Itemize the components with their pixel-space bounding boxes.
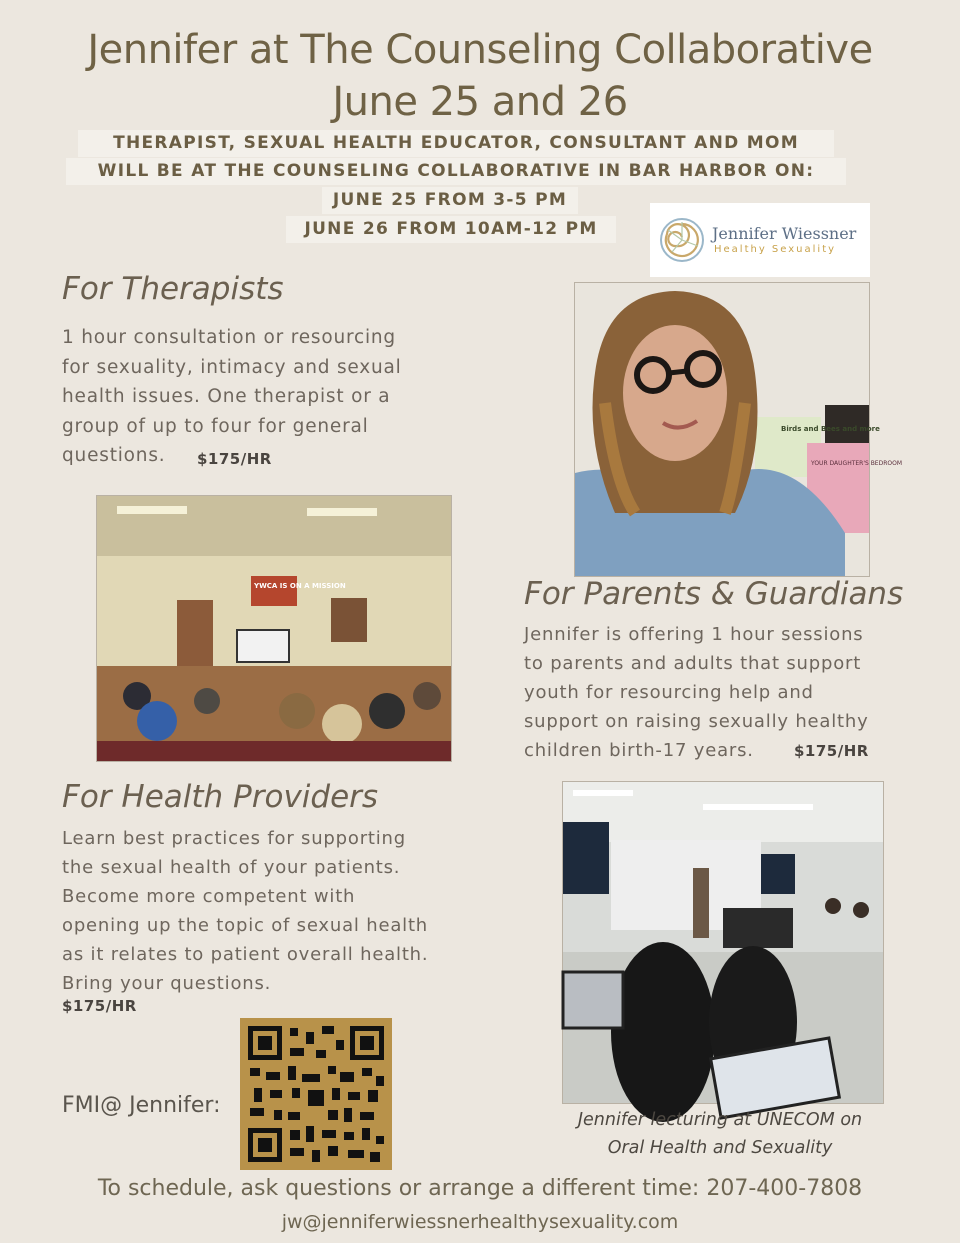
providers-line: Become more competent with (62, 886, 356, 907)
parents-line: Jennifer is offering 1 hour sessions (524, 624, 864, 645)
providers-line: Learn best practices for supporting (62, 828, 406, 849)
strip-line-2: WILL BE AT THE COUNSELING COLLABORATIVE IN BAR HARBOR ON: (66, 158, 846, 185)
therapists-heading: For Therapists (62, 271, 284, 307)
qr-code[interactable] (240, 1018, 392, 1170)
parents-line: youth for resourcing help and (524, 682, 814, 703)
title-line-2: June 25 and 26 (332, 79, 628, 125)
logo-subtitle: Healthy Sexuality (714, 243, 837, 255)
parents-text (524, 620, 944, 765)
parents-line: to parents and adults that support (524, 653, 862, 674)
qr-code-icon (240, 1018, 392, 1170)
lecture-illustration (563, 782, 883, 1103)
brand-logo (650, 203, 870, 277)
strip-line-4: JUNE 26 FROM 10AM-12 PM (286, 216, 616, 243)
workshop-room-illustration (97, 496, 451, 761)
parents-heading: For Parents & Guardians (524, 576, 904, 612)
providers-text (62, 824, 502, 998)
strip-line-1: THERAPIST, SEXUAL HEALTH EDUCATOR, CONSULTANT AND MOM (78, 130, 834, 157)
providers-heading: For Health Providers (62, 779, 379, 815)
nautilus-icon (658, 216, 706, 264)
portrait-photo (574, 282, 903, 577)
strip-line-3: JUNE 25 FROM 3-5 PM (322, 187, 578, 214)
providers-line: opening up the topic of sexual health (62, 915, 429, 936)
therapists-line: 1 hour consultation or resourcing (62, 327, 396, 348)
portrait-illustration (575, 283, 903, 576)
book1-title: Birds and Bees and more (781, 425, 880, 433)
footer-schedule: To schedule, ask questions or arrange a different time: 207-400-7808 (97, 1176, 863, 1201)
footer-email-link[interactable]: jw@jenniferwiessnerhealthysexuality.com (281, 1211, 679, 1233)
parents-price: $175/HR (794, 742, 869, 760)
logo-name: Jennifer Wiessner (712, 223, 857, 243)
providers-line: the sexual health of your patients. (62, 857, 401, 878)
therapists-line: group of up to four for general (62, 415, 369, 437)
photo-caption (550, 1106, 890, 1162)
providers-line: Bring your questions. (62, 973, 272, 994)
ywca-sign-text: YWCA IS ON A MISSION (254, 582, 346, 590)
therapists-price: $175/HR (197, 450, 272, 468)
lecture-photo (562, 781, 884, 1104)
therapists-line: questions. (62, 445, 166, 466)
parents-line: support on raising sexually healthy (524, 711, 869, 732)
title-line-1: Jennifer at The Counseling Collaborative (87, 27, 873, 73)
caption-line: Jennifer lecturing at UNECOM on (577, 1110, 863, 1130)
workshop-room-photo (96, 495, 452, 762)
therapists-line: health issues. One therapist or a (62, 386, 391, 407)
parents-line: children birth-17 years. (524, 740, 754, 761)
providers-price: $175/HR (62, 997, 137, 1015)
caption-line: Oral Health and Sexuality (607, 1138, 833, 1158)
providers-line: as it relates to patient overall health. (62, 944, 429, 965)
book2-title: YOUR DAUGHTER'S BEDROOM (811, 460, 903, 467)
therapists-line: for sexuality, intimacy and sexual (62, 356, 402, 378)
therapists-text (62, 323, 462, 471)
fmi-label: FMI@ Jennifer: (62, 1093, 221, 1118)
